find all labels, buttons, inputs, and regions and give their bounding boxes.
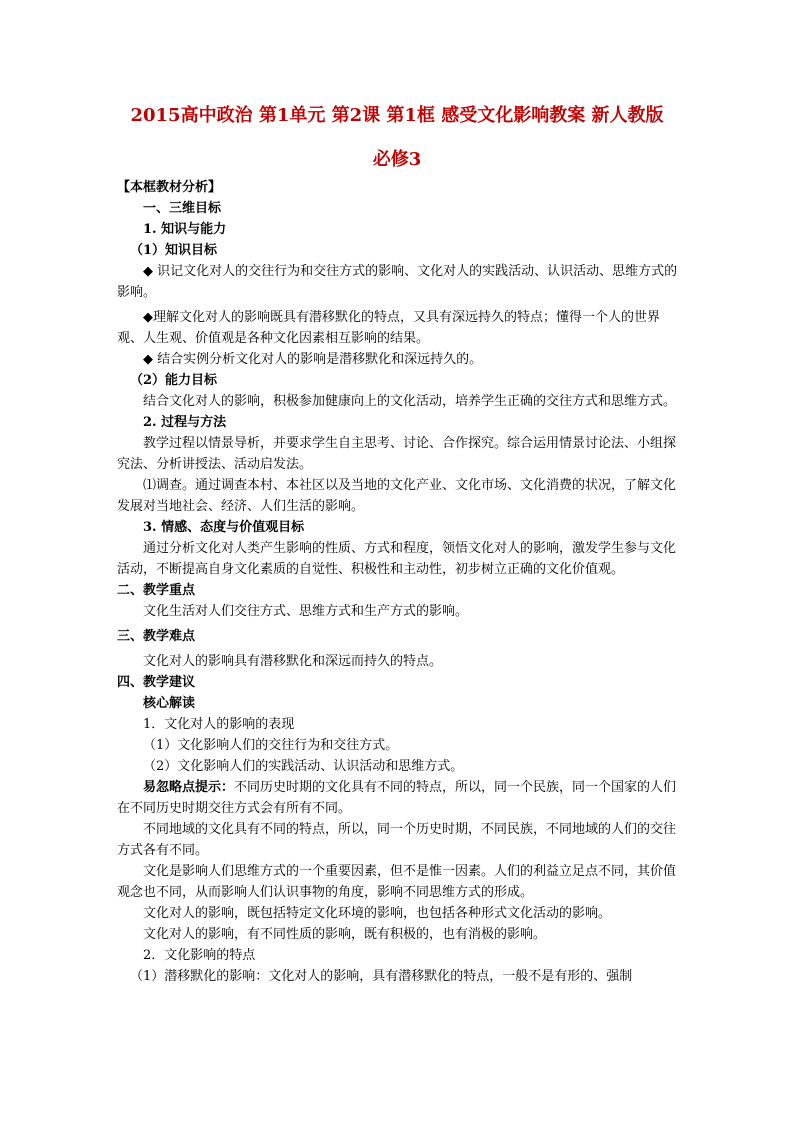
paragraph-difficult-points: 文化对人的影响具有潜移默化和深远而持久的特点。: [143, 654, 443, 669]
paragraph-region: 不同地域的文化具有不同的特点，所以，同一个历史时期，不同民族，不同地域的人们的交往方式各有不同。: [117, 822, 677, 858]
paragraph-process-1: 教学过程以情景导析，并要求学生自主思考、讨论、合作探究。综合运用情景讨论法、小组探究法、分析讲授法、活动启发法。: [117, 436, 677, 472]
paragraph-core-2: 2．文化影响的特点: [143, 948, 256, 963]
section-heading-suggestions: 四、教学建议: [117, 675, 196, 690]
paragraph-key-points: 文化生活对人们交往方式、思维方式和生产方式的影响。: [143, 604, 469, 619]
subheading-knowledge-goal: （1）知识目标: [130, 243, 218, 258]
section-heading-key-points: 二、教学重点: [117, 583, 196, 598]
paragraph-core-1a: （1）文化影响人们的交往行为和交往方式。: [143, 738, 399, 753]
section-heading-goals: 一、三维目标: [143, 201, 222, 216]
subheading-ability-goal: （2）能力目标: [130, 373, 218, 388]
subheading-knowledge-ability: 1. 知识与能力: [143, 222, 227, 237]
paragraph-knowledge-2: ◆理解文化对人的影响既具有潜移默化的特点，又具有深远持久的特点；懂得一个人的世界观、人生观、价值观是各种文化因素相互影响的结果。: [117, 310, 660, 346]
paragraph-core-2a: （1）潜移默化的影响：文化对人的影响，具有潜移默化的特点，一般不是有形的、强制: [130, 969, 633, 984]
section-heading-difficult-points: 三、教学难点: [117, 629, 196, 644]
tip-text: 不同历史时期的文化具有不同的特点，所以，同一个民族，同一个国家的人们在不同历史时期交往方式会有所有不同。: [117, 780, 677, 816]
paragraph-process-2: ⑴调查。通过调查本村、本社区以及当地的文化产业、文化市场、文化消费的状况，了解文化发展对当地社会、经济、人们生活的影响。: [117, 478, 677, 514]
paragraph-emotion: 通过分析文化对人类产生影响的性质、方式和程度，领悟文化对人的影响，激发学生参与文化活动，不断提高自身文化素质的自觉性、积极性和主动性，初步树立正确的文化价值观。: [117, 541, 677, 577]
subheading-process: 2. 过程与方法: [143, 415, 227, 430]
subheading-emotion: 3. 情感、态度与价值观目标: [143, 520, 305, 535]
paragraph-thinking: 文化是影响人们思维方式的一个重要因素，但不是惟一因素。人们的利益立足点不同，其价值观念也不同，从而影响人们认识事物的角度，影响不同思维方式的形成。: [117, 864, 677, 900]
paragraph-knowledge-3: ◆ 结合实例分析文化对人的影响是潜移默化和深远持久的。: [143, 352, 483, 367]
document-title-line-2: 必修3: [372, 149, 422, 170]
paragraph-nature: 文化对人的影响，有不同性质的影响，既有积极的，也有消极的影响。: [143, 927, 547, 942]
section-heading-analysis: 【本框教材分析】: [117, 180, 222, 195]
paragraph-knowledge-1: ◆ 识记文化对人的交往行为和交往方式的影响、文化对人的实践活动、认识活动、思维方式的影响。: [117, 264, 678, 300]
document-body: [117, 177, 683, 987]
subheading-core-reading: 核心解读: [143, 696, 196, 711]
tip-label: 易忽略点提示：: [143, 780, 235, 795]
paragraph-core-1b: （2）文化影响人们的实践活动、认识活动和思维方式。: [143, 759, 464, 774]
paragraph-tip: [117, 777, 683, 819]
paragraph-ability: 结合文化对人的影响，积极参加健康向上的文化活动，培养学生正确的交往方式和思维方式。: [143, 394, 677, 409]
document-title-line-1: 2015高中政治 第1单元 第2课 第1框 感受文化影响教案 新人教版: [130, 105, 664, 126]
paragraph-core-1: 1．文化对人的影响的表现: [143, 717, 295, 732]
paragraph-environment: 文化对人的影响，既包括特定文化环境的影响，也包括各种形式文化活动的影响。: [143, 906, 612, 921]
